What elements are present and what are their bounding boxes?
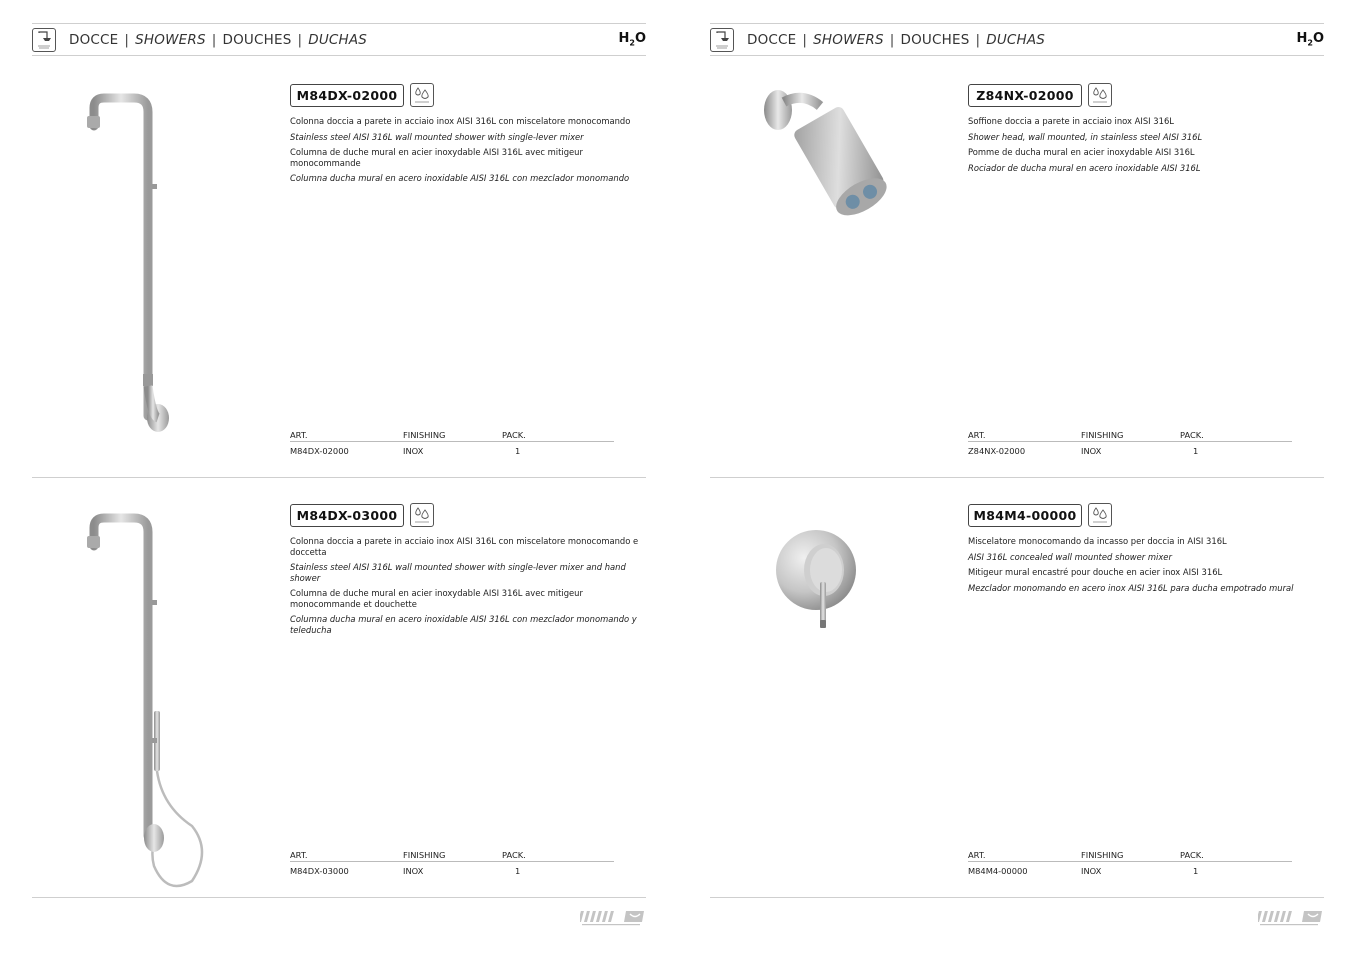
product-description <box>290 116 650 189</box>
spec-art: Z84NX-02000 <box>968 446 1026 456</box>
spec-table <box>290 430 614 457</box>
spec-value-row <box>968 866 1292 877</box>
category-it: DOCCE <box>747 32 797 48</box>
category-titles: DOCCE | SHOWERS | DOUCHES | DUCHAS <box>69 32 368 48</box>
shower-category-icon <box>32 28 56 52</box>
desc-en: Stainless steel AISI 316L wall mounted shower with single-lever mixer <box>290 131 584 142</box>
spec-head-finishing: FINISHING <box>1081 430 1124 440</box>
idral-logo <box>580 907 646 927</box>
desc-fr: Columna de duche mural en acier inoxydable AISI 316L avec mitigeur monocommande et douchette <box>290 588 583 609</box>
spec-head-art: ART. <box>290 850 308 860</box>
spec-finishing: INOX <box>1081 446 1102 456</box>
category-es: DUCHAS <box>308 32 368 48</box>
right-page <box>678 0 1356 959</box>
category-en: SHOWERS <box>135 32 206 48</box>
spec-head-finishing: FINISHING <box>1081 850 1124 860</box>
spec-finishing: INOX <box>403 866 424 876</box>
spec-table <box>968 850 1292 877</box>
shower-head-image <box>758 82 898 232</box>
water-flow-icon <box>410 503 434 527</box>
spec-header-row <box>968 850 1292 862</box>
desc-es: Columna ducha mural en acero inoxidable AISI 316L con mezclador monomando y teleducha <box>290 614 637 635</box>
category-it: DOCCE <box>69 32 119 48</box>
desc-it: Miscelatore monocomando da incasso per doccia in AISI 316L <box>968 536 1227 546</box>
category-titles: DOCCE | SHOWERS | DOUCHES | DUCHAS <box>747 32 1046 48</box>
desc-it: Colonna doccia a parete in acciaio inox AISI 316L con miscelatore monocomando <box>290 116 631 126</box>
concealed-mixer-image <box>776 522 876 634</box>
desc-fr: Pomme de ducha mural en acier inoxydable AISI 316L <box>968 147 1195 157</box>
spec-table <box>290 850 614 877</box>
spec-value-row <box>290 866 614 877</box>
desc-es: Columna ducha mural en acero inoxidable AISI 316L con mezclador monomando <box>290 173 630 183</box>
spec-finishing: INOX <box>1081 866 1102 876</box>
water-flow-icon <box>1088 503 1112 527</box>
product-card <box>32 478 646 898</box>
shower-column-handshower-image <box>72 506 222 888</box>
desc-fr: Columna de duche mural en acier inoxydable AISI 316L avec mitigeur monocommande <box>290 147 583 168</box>
spec-table <box>968 430 1292 457</box>
spec-head-art: ART. <box>968 850 986 860</box>
shower-column-image <box>72 86 182 442</box>
spec-head-finishing: FINISHING <box>403 850 446 860</box>
product-card <box>710 58 1324 478</box>
spec-pack: 1 <box>515 866 521 876</box>
category-fr: DOUCHES <box>222 32 292 48</box>
page-header <box>32 23 646 56</box>
spec-head-art: ART. <box>290 430 308 440</box>
desc-it: Soffione doccia a parete in acciaio inox AISI 316L <box>968 116 1174 126</box>
spec-head-finishing: FINISHING <box>403 430 446 440</box>
product-code: M84DX-03000 <box>290 504 404 527</box>
spec-art: M84DX-03000 <box>290 866 349 876</box>
desc-en: Stainless steel AISI 316L wall mounted shower with single-lever mixer and hand shower <box>290 562 626 583</box>
spec-art: M84DX-02000 <box>290 446 349 456</box>
spec-value-row <box>968 446 1292 457</box>
spec-value-row <box>290 446 614 457</box>
category-en: SHOWERS <box>813 32 884 48</box>
spec-pack: 1 <box>515 446 521 456</box>
spec-pack: 1 <box>1193 446 1199 456</box>
water-flow-icon <box>1088 83 1112 107</box>
spec-pack: 1 <box>1193 866 1199 876</box>
product-card <box>710 478 1324 898</box>
shower-category-icon <box>710 28 734 52</box>
product-card <box>32 58 646 478</box>
product-code: M84M4-00000 <box>968 504 1082 527</box>
spec-header-row <box>968 430 1292 442</box>
desc-es: Rociador de ducha mural en acero inoxidable AISI 316L <box>968 162 1201 173</box>
spec-header-row <box>290 430 614 442</box>
desc-es: Mezclador monomando en acero inox AISI 316L para ducha empotrado mural <box>968 582 1294 593</box>
spec-head-pack: PACK. <box>1180 430 1204 440</box>
page-header <box>710 23 1324 56</box>
series-brand: $H_2O$ <box>618 31 646 48</box>
section-divider <box>32 897 646 898</box>
spec-header-row <box>290 850 614 862</box>
water-flow-icon <box>410 83 434 107</box>
desc-en: AISI 316L concealed wall mounted shower mixer <box>968 551 1172 562</box>
spec-art: M84M4-00000 <box>968 866 1028 876</box>
spec-head-pack: PACK. <box>502 850 526 860</box>
category-fr: DOUCHES <box>900 32 970 48</box>
category-es: DUCHAS <box>986 32 1046 48</box>
desc-en: Shower head, wall mounted, in stainless steel AISI 316L <box>968 131 1203 142</box>
spec-head-pack: PACK. <box>502 430 526 440</box>
product-description <box>968 116 1328 178</box>
idral-logo <box>1258 907 1324 927</box>
section-divider <box>710 897 1324 898</box>
desc-it: Colonna doccia a parete in acciaio inox AISI 316L con miscelatore monocomando e doccetta <box>290 536 639 557</box>
desc-fr: Mitigeur mural encastré pour douche en acier inox AISI 316L <box>968 567 1223 577</box>
spec-finishing: INOX <box>403 446 424 456</box>
spec-head-art: ART. <box>968 430 986 440</box>
product-code: M84DX-02000 <box>290 84 404 107</box>
product-description <box>290 536 650 640</box>
product-code: Z84NX-02000 <box>968 84 1082 107</box>
spec-head-pack: PACK. <box>1180 850 1204 860</box>
product-description <box>968 536 1328 598</box>
series-brand: $H_2O$ <box>1296 31 1324 48</box>
